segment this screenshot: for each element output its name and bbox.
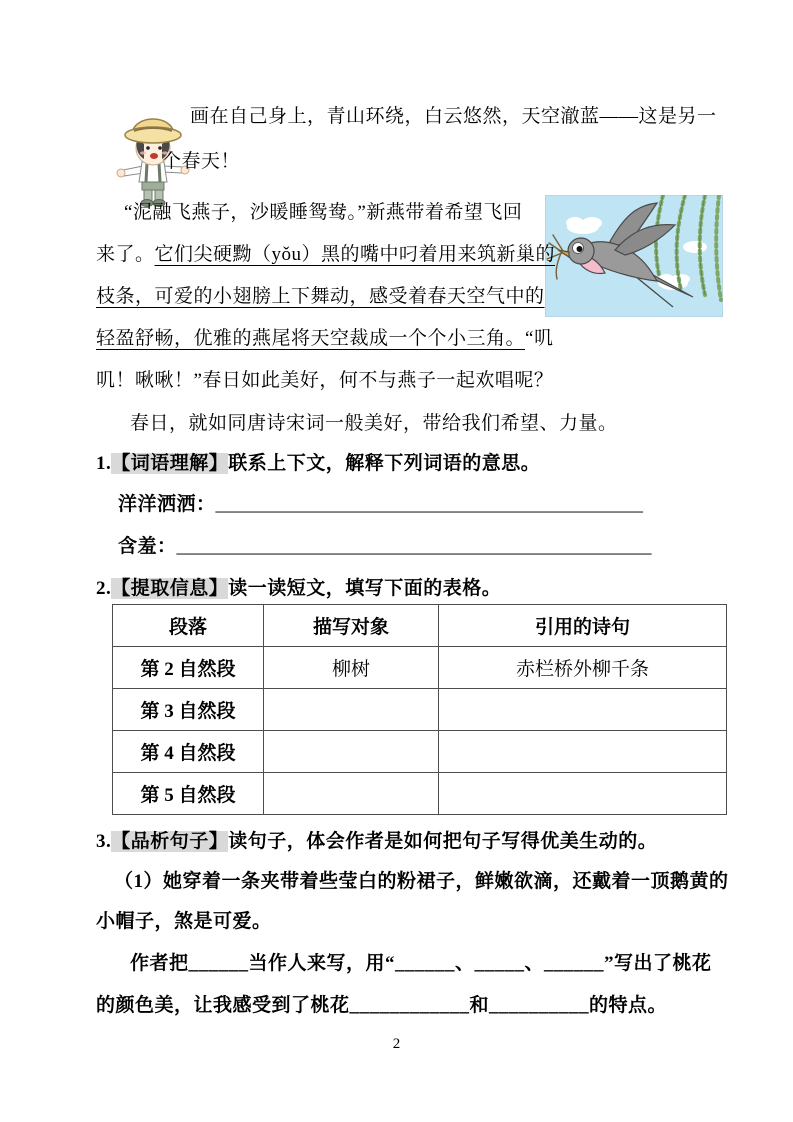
blank-2-line: __________________________________________________ — [176, 536, 652, 557]
question-1-heading — [96, 448, 540, 475]
question-3-sub1-line-2: 小帽子，煞是可爱。 — [96, 911, 272, 932]
table-header-row — [113, 605, 727, 647]
question-3-sub1-line-1: （1）她穿着一条夹带着些莹白的粉裙子，鲜嫩欲滴，还戴着一顶鹅黄的 — [114, 871, 729, 892]
question-3-fill-line-1: 作者把______当作人来写，用“______、_____、______”写出了桃花 — [130, 953, 712, 974]
table-cell: 第 2 自然段 — [113, 647, 264, 689]
question-3-text: 读句子，体会作者是如何把句子写得优美生动的。 — [228, 831, 658, 852]
table-cell — [439, 689, 727, 731]
question-3-fill-line-2: 的颜色美，让我感受到了桃花____________和__________的特点。 — [96, 995, 668, 1016]
blank-1-line: _____________________________________________ — [215, 494, 644, 515]
question-1-tag: 【词语理解】 — [111, 453, 229, 474]
para-swallow-line-2 — [96, 239, 555, 266]
underlined-segment: 枝条，可爱的小翅膀上下舞动，感受着春天空气中的 — [96, 286, 545, 307]
table-header-paragraph: 段落 — [113, 605, 264, 647]
para-swallow-line-1 — [124, 197, 522, 224]
intro-line-1: 画在自己身上，青山环绕，白云悠然，天空澈蓝——这是另一 — [190, 106, 717, 127]
para-swallow-line-3 — [96, 281, 545, 308]
text-segment: 来了。 — [96, 244, 155, 265]
question-3-tag: 【品析句子】 — [111, 831, 229, 852]
table-row — [113, 647, 727, 689]
table-cell: 赤栏桥外柳千条 — [439, 647, 727, 689]
table-cell — [264, 689, 439, 731]
table-cell — [439, 731, 727, 773]
question-3-number: 3. — [96, 831, 112, 852]
table-cell: 第 4 自然段 — [113, 731, 264, 773]
answer-blank-row-2 — [118, 531, 652, 558]
table-cell: 柳树 — [264, 647, 439, 689]
para-spring: 春日，就如同唐诗宋词一般美好，带给我们希望、力量。 — [130, 413, 618, 434]
question-1-number: 1. — [96, 453, 112, 474]
answer-blank-row-1 — [118, 489, 643, 516]
table-cell — [439, 773, 727, 815]
table-row — [113, 773, 727, 815]
question-2-number: 2. — [96, 578, 112, 599]
table-cell — [264, 731, 439, 773]
question-1-text: 联系上下文，解释下列词语的意思。 — [228, 453, 541, 474]
swallow-illustration-icon — [545, 195, 723, 317]
question-2-heading — [96, 573, 501, 600]
text-segment: “叽 — [525, 328, 554, 349]
intro-line-2: 个春天！ — [162, 151, 241, 172]
para-swallow-line-5 — [96, 365, 553, 392]
table-header-quote: 引用的诗句 — [439, 605, 727, 647]
text-segment: 叽！啾啾！”春日如此美好，何不与燕子一起欢唱呢？ — [96, 370, 554, 391]
text-segment: “泥融飞燕子，沙暖睡鸳鸯。”新燕带着希望飞回 — [124, 202, 523, 223]
table-cell — [264, 773, 439, 815]
blank-2-label: 含羞： — [118, 536, 177, 557]
page-number: 2 — [392, 1036, 401, 1052]
table-row — [113, 689, 727, 731]
table-cell: 第 3 自然段 — [113, 689, 264, 731]
question-3-heading — [96, 826, 657, 853]
blank-1-label: 洋洋洒洒： — [118, 494, 216, 515]
table-header-subject: 描写对象 — [264, 605, 439, 647]
underlined-segment: 它们尖硬黝（yǒu）黑的嘴中叼着用来筑新巢的 — [154, 244, 556, 265]
underlined-segment: 轻盈舒畅，优雅的燕尾将天空裁成一个个小三角。 — [96, 328, 526, 349]
para-swallow-line-4 — [96, 323, 553, 350]
table-row — [113, 731, 727, 773]
info-extraction-table — [112, 604, 727, 815]
question-2-tag: 【提取信息】 — [111, 578, 229, 599]
table-cell: 第 5 自然段 — [113, 773, 264, 815]
question-2-text: 读一读短文，填写下面的表格。 — [228, 578, 502, 599]
